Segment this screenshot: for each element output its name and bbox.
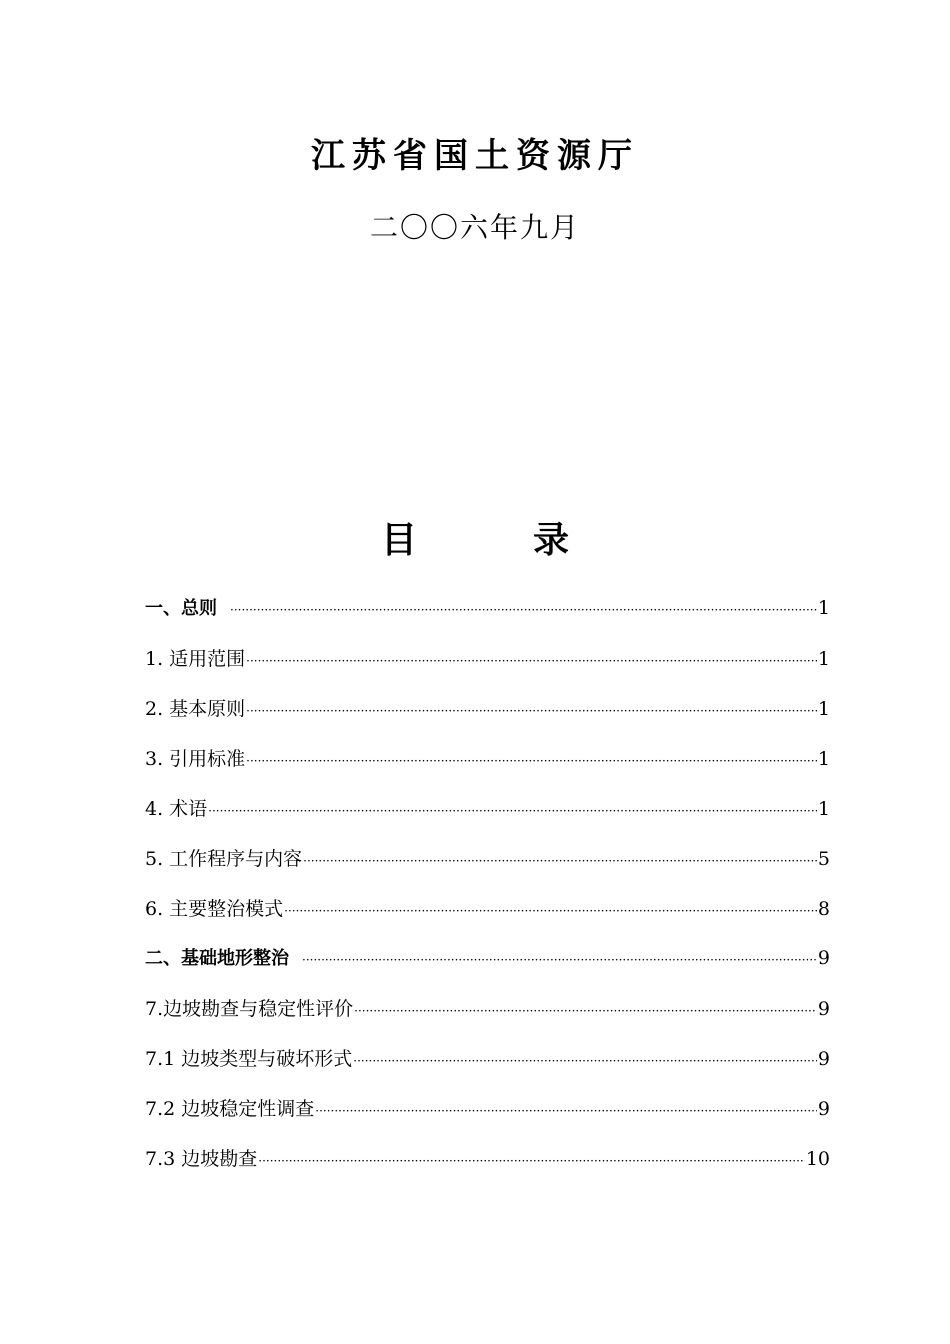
toc-entry[interactable] (145, 1094, 830, 1144)
toc-entry-label: 1. 适用范围 (145, 648, 246, 670)
toc-entry-label: 7.边坡勘查与稳定性评价 (145, 998, 354, 1020)
organization-title: 江苏省国土资源厅 (311, 136, 639, 176)
toc-dot-leader (284, 904, 817, 918)
toc-page-number: 8 (817, 898, 830, 920)
toc-dot-leader (246, 654, 817, 668)
toc-heading-left: 目 (380, 520, 417, 561)
toc-dot-leader (315, 1104, 817, 1118)
toc-dot-leader (246, 704, 817, 718)
toc-page-number: 5 (817, 848, 830, 870)
toc-heading (0, 512, 950, 563)
toc-entry-label: 4. 术语 (145, 798, 208, 820)
toc-page-number: 9 (817, 1048, 830, 1070)
toc-dot-leader (258, 1154, 805, 1168)
toc-entry-label: 7.2 边坡稳定性调查 (145, 1098, 315, 1120)
toc-dot-leader (303, 854, 817, 868)
toc-dot-leader (354, 1004, 817, 1018)
toc-entry[interactable] (145, 694, 830, 744)
toc-page-number: 10 (805, 1148, 830, 1170)
toc-section-entry[interactable] (145, 594, 830, 644)
toc-page-number: 1 (817, 597, 830, 619)
toc-dot-leader (302, 953, 817, 967)
toc-entry-label: 3. 引用标准 (145, 748, 246, 770)
toc-entry-label: 5. 工作程序与内容 (145, 848, 303, 870)
toc-page-number: 1 (817, 648, 830, 670)
publication-date: 二〇〇六年九月 (369, 211, 580, 244)
toc-entry-label: 2. 基本原则 (145, 698, 246, 720)
toc-heading-right: 录 (533, 520, 570, 561)
toc-dot-leader (353, 1054, 817, 1068)
toc-entry[interactable] (145, 1044, 830, 1094)
toc-page-number: 9 (817, 998, 830, 1020)
toc-entry[interactable] (145, 894, 830, 944)
toc-entry-label: 一、总则 (145, 598, 217, 619)
toc-entry[interactable] (145, 794, 830, 844)
toc-entry[interactable] (145, 1144, 830, 1194)
toc-entry-label: 7.1 边坡类型与破坏形式 (145, 1048, 353, 1070)
toc-page-number: 1 (817, 798, 830, 820)
toc-entry[interactable] (145, 644, 830, 694)
toc-page-number: 9 (817, 1098, 830, 1120)
toc-entry-label: 二、基础地形整治 (145, 948, 289, 969)
toc-section-entry[interactable] (145, 944, 830, 994)
toc-dot-leader (230, 603, 817, 617)
toc-entry-label: 6. 主要整治模式 (145, 898, 284, 920)
toc-dot-leader (208, 804, 817, 818)
toc-page-number: 1 (817, 698, 830, 720)
toc-entry[interactable] (145, 744, 830, 794)
toc-dot-leader (246, 754, 817, 768)
toc-entry[interactable] (145, 994, 830, 1044)
toc-entry[interactable] (145, 844, 830, 894)
table-of-contents (145, 594, 830, 1194)
toc-page-number: 9 (817, 947, 830, 969)
toc-page-number: 1 (817, 748, 830, 770)
toc-entry-label: 7.3 边坡勘查 (145, 1148, 258, 1170)
